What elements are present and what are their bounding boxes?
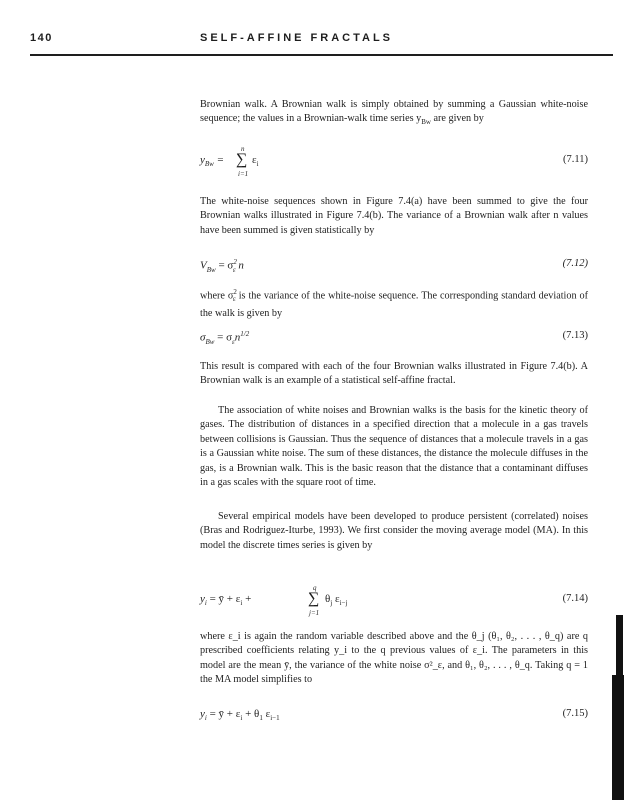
equation-7-14: $y_i$ = ȳ + $\varepsilon_i$ + q ∑ j=1 $\theta_j$ $\varepsilon_{i-j}$ (7.14) <box>200 584 588 617</box>
paragraph-brownian-walk: Brownian walk. A Brownian walk is simply obtained by summing a Gaussian white-noise sequence; the values in a Brownian-walk time series $y_{Bw}$ are given by <box>200 99 588 127</box>
scan-edge-mark <box>612 675 624 800</box>
equation-7-11: $y_{Bw}$ = n ∑ i=1 $\varepsilon_i$ (7.11) <box>200 145 588 178</box>
equation-number: (7.14) <box>562 593 588 604</box>
paragraph-ma-model: Several empirical models have been developed to produce persistent (correlated) noises (Bras and Rodriguez-Iturbe, 1993). We first consider the moving average model (MA). In this model the discrete times series is given by <box>200 511 588 551</box>
equation-number: (7.11) <box>563 154 588 165</box>
chapter-title: SELF-AFFINE FRACTALS <box>200 32 394 44</box>
paragraph-std-dev: where $\sigma^2_\varepsilon$ is the variance of the white-noise sequence. The corresponding standard deviation of the walk is given by <box>200 288 588 319</box>
running-header <box>0 28 626 50</box>
equation-7-12: $V_{Bw} = \sigma^2_\varepsilon$ n (7.12) <box>200 258 588 274</box>
header-rule <box>30 54 613 56</box>
page-number: 140 <box>30 32 53 44</box>
equation-number: (7.13) <box>562 330 588 341</box>
equation-7-13: $\sigma_{Bw} = \sigma_\varepsilon n^{1/2}$ (7.13) <box>200 330 588 346</box>
paragraph-parameters: where ε_i is again the random variable described above and the θ_j (θ₁, θ₂, . . . , θ_q) are q prescribed coefficients relating y_i to the q previous values of ε_i. The parameters in this model are the mean ȳ, the variance of the white noise σ²_ε, and θ₁, θ₂, . . . , θ_q. Taking q = 1 the MA model simplifies to <box>200 631 588 686</box>
paragraph-kinetic-theory: The association of white noises and Brownian walks is the basis for the kinetic theory of gases. The distribution of distances in a specified direction that a molecule in a gas travels between collisions is Gaussian. Thus the sequence of distances that a molecule travels in a gas is a Gaussian white noise. The sum of these distances, the distance the molecule diffuses in the gas, is a Brownian walk. This is the basic reason that the distance that a contaminant diffuses in a gas scales with the square root of time. <box>200 405 588 489</box>
equation-number: (7.12) <box>562 258 588 269</box>
equation-number: (7.15) <box>562 708 588 719</box>
equation-7-15: $y_i$ = ȳ + $\varepsilon_i + \theta_1$ $\varepsilon_{i-1}$ (7.15) <box>200 708 588 723</box>
scan-edge-mark <box>616 615 623 675</box>
paragraph-variance: The white-noise sequences shown in Figure 7.4(a) have been summed to give the four Brownian walks illustrated in Figure 7.4(b). The variance of a Brownian walk after n values have been summed is given statistically by <box>200 196 588 236</box>
paragraph-self-affine: This result is compared with each of the four Brownian walks illustrated in Figure 7.4(b). A Brownian walk is an example of a statistical self-affine fractal. <box>200 361 588 387</box>
